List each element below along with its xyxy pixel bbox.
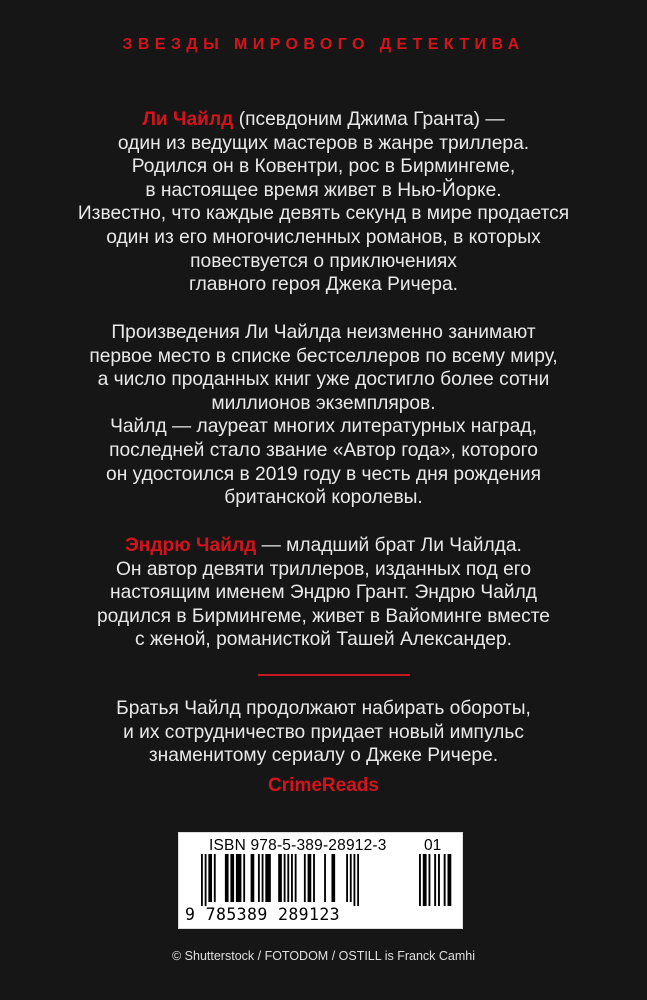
barcode-bar [357, 854, 359, 906]
author1-line-1: один из ведущих мастеров в жанре триллера. [117, 132, 530, 154]
paragraph2-line-0: Произведения Ли Чайлда неизменно занимают [111, 322, 536, 343]
barcode-bar [331, 854, 335, 902]
barcode-bar [265, 854, 271, 902]
barcode-addon-bar [448, 854, 452, 906]
barcode-bar [214, 854, 216, 902]
isbn-barcode [178, 832, 463, 929]
barcode-bar [262, 854, 264, 902]
author1-line-0: (псевдоним Джима Гранта) — [233, 109, 505, 130]
barcode-bar [304, 854, 306, 902]
barcode-bar [324, 854, 326, 902]
paragraph2-line-7: британской королевы. [224, 487, 423, 509]
author2-line-3: родился в Бирмингеме, живет в Вайоминге вместе [97, 605, 550, 627]
barcode-bar [308, 854, 312, 902]
ean-digits: 9 785389 289123 [185, 905, 341, 924]
author1-line-2: Родился он в Ковентри, рос в Бирмингеме, [131, 156, 516, 178]
author2-line-1: Он автор девяти триллеров, изданных под его [115, 558, 531, 580]
barcode-bar [278, 854, 282, 902]
quote-line-0: Братья Чайлд продолжают набирать обороты, [116, 698, 531, 719]
barcode-bar [205, 854, 207, 906]
author2-line-0: — младший брат Ли Чайлда. [256, 535, 522, 556]
barcode-addon-bar [434, 854, 436, 906]
paragraph2-line-6: он удостоился в 2019 году в честь дня рождения [106, 463, 541, 485]
barcode-bar [258, 854, 260, 902]
author2-bio [30, 534, 617, 652]
section-divider [258, 674, 410, 676]
paragraph2-line-3: миллионов экземпляров. [211, 392, 436, 414]
barcode-bar [313, 854, 315, 902]
series-title: ЗВЕЗДЫ МИРОВОГО ДЕТЕКТИВА [122, 36, 525, 53]
quote-source: CrimeReads [268, 775, 379, 796]
barcode-bars [187, 854, 457, 906]
isbn-addon: 01 [424, 837, 442, 854]
barcode-addon-bar [438, 854, 440, 906]
photo-credit: © Shutterstock / FOTODOM / OSTILL is Franck Camhi [171, 949, 476, 963]
press-quote [30, 697, 617, 768]
barcode-bar [225, 854, 229, 902]
paragraph2-line-5: последней стало звание «Автор года», которого [109, 439, 538, 461]
barcode-bar [287, 854, 289, 902]
quote-line-1: и их сотрудничество придает новый импульс [123, 721, 524, 743]
quote-line-2: знаменитому сериалу о Джеке Ричере. [148, 745, 499, 767]
barcode-bar [284, 854, 286, 902]
barcode-addon-bar [429, 854, 431, 906]
author1-line-3: в настоящее время живет в Нью-Йорке. [145, 179, 502, 201]
author2-name: Эндрю Чайлд [125, 535, 257, 556]
barcode-bar [201, 854, 203, 906]
barcode-bar [236, 854, 242, 902]
barcode-addon-bar [419, 854, 421, 906]
author2-line-2: настоящим именем Эндрю Грант. Эндрю Чайлд [110, 582, 537, 604]
barcode-bar [350, 854, 352, 902]
barcode-bar [354, 854, 356, 906]
barcode-bar [346, 854, 348, 902]
isbn-label: ISBN 978-5-389-28912-3 [209, 837, 387, 854]
author1-name: Ли Чайлд [142, 109, 234, 130]
barcode-bar [230, 854, 234, 902]
author1-bio [30, 108, 617, 297]
author1-line-4: Известно, что каждые девять секунд в мире продается [77, 203, 570, 225]
paragraph2-line-1: первое место в списке бестселлеров по всему миру, [89, 345, 558, 367]
author1-line-7: главного героя Джека Ричера. [189, 274, 458, 296]
author2-line-4: с женой, романисткой Ташей Александер. [135, 629, 512, 651]
author1-line-5: один из его многочисленных романов, в которых [106, 226, 541, 248]
achievements-paragraph [30, 321, 617, 510]
barcode-addon-bar [444, 854, 446, 906]
barcode-bar [251, 854, 255, 902]
barcode-bar [208, 854, 212, 902]
barcode-bar [295, 854, 297, 902]
barcode-bar [243, 854, 245, 902]
barcode-bar [291, 854, 293, 902]
author1-line-6: повествуется о приключениях [190, 250, 457, 272]
paragraph2-line-2: а число проданных книг уже достигло более сотни [97, 369, 550, 391]
barcode-addon-bar [423, 854, 427, 906]
paragraph2-line-4: Чайлд — лауреат многих литературных наград, [110, 416, 537, 438]
